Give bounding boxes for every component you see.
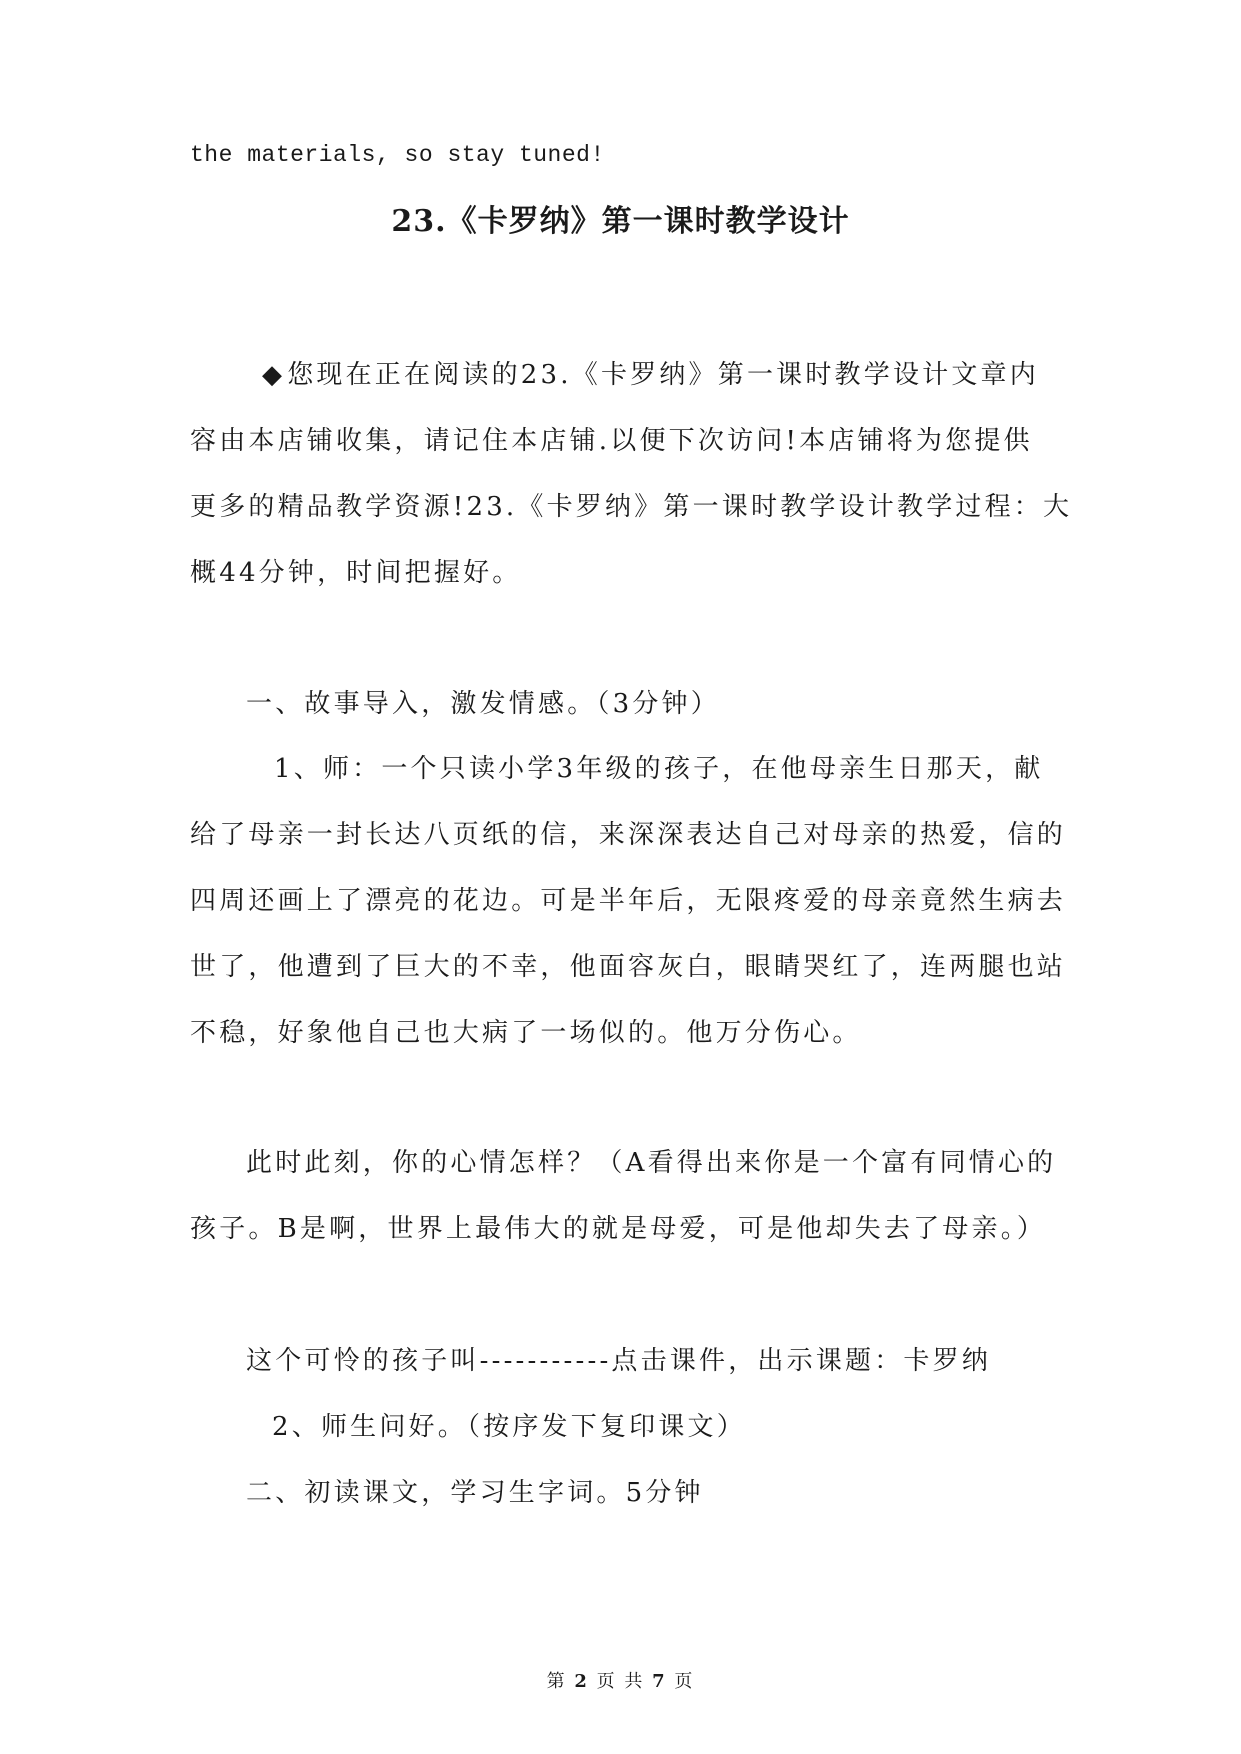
footer-middle: 页 共 (596, 1671, 645, 1692)
footer-page-number: 2 (574, 1671, 589, 1692)
document-title: 23.《卡罗纳》第一课时教学设计 (391, 204, 850, 239)
paragraph-line: 孩子。B是啊，世界上最伟大的就是母爱，可是他却失去了母亲。） (190, 1214, 1047, 1244)
paragraph-line: 1、师：一个只读小学3年级的孩子，在他母亲生日那天，献 (274, 754, 1044, 784)
footer-prefix: 第 (546, 1671, 567, 1692)
paragraph-line: 不稳，好象他自己也大病了一场似的。他万分伤心。 (190, 1018, 862, 1048)
intro-tail-text: the materials, so stay tuned! (190, 142, 605, 168)
greeting-line: 2、师生问好。（按序发下复印课文） (272, 1412, 746, 1442)
paragraph-line: 世了，他遭到了巨大的不幸，他面容灰白，眼睛哭红了，连两腿也站 (190, 952, 1067, 982)
section-heading-2: 二、初读课文，学习生字词。5分钟 (246, 1478, 704, 1508)
child-name-line: 这个可怜的孩子叫-----------点击课件，出示课题：卡罗纳 (246, 1346, 992, 1376)
paragraph-line: ◆您现在正在阅读的23.《卡罗纳》第一课时教学设计文章内 (262, 360, 1039, 390)
paragraph-line: 给了母亲一封长达八页纸的信，来深深表达自己对母亲的热爱，信的 (190, 820, 1067, 850)
paragraph-line: 此时此刻，你的心情怎样？（A看得出来你是一个富有同情心的 (246, 1148, 1057, 1178)
footer-suffix: 页 (674, 1671, 695, 1692)
paragraph-line: 概44分钟，时间把握好。 (190, 558, 522, 588)
page-footer (0, 1670, 1241, 1694)
section-heading-1: 一、故事导入，激发情感。（3分钟） (246, 689, 720, 719)
footer-total-pages: 7 (652, 1671, 667, 1692)
diamond-bullet-icon: ◆ (262, 360, 286, 390)
paragraph-line: 容由本店铺收集，请记住本店铺.以便下次访问!本店铺将为您提供 (190, 426, 1033, 456)
paragraph-line: 四周还画上了漂亮的花边。可是半年后，无限疼爱的母亲竟然生病去 (190, 886, 1067, 916)
paragraph-line: 更多的精品教学资源!23.《卡罗纳》第一课时教学设计教学过程：大 (190, 492, 1073, 522)
